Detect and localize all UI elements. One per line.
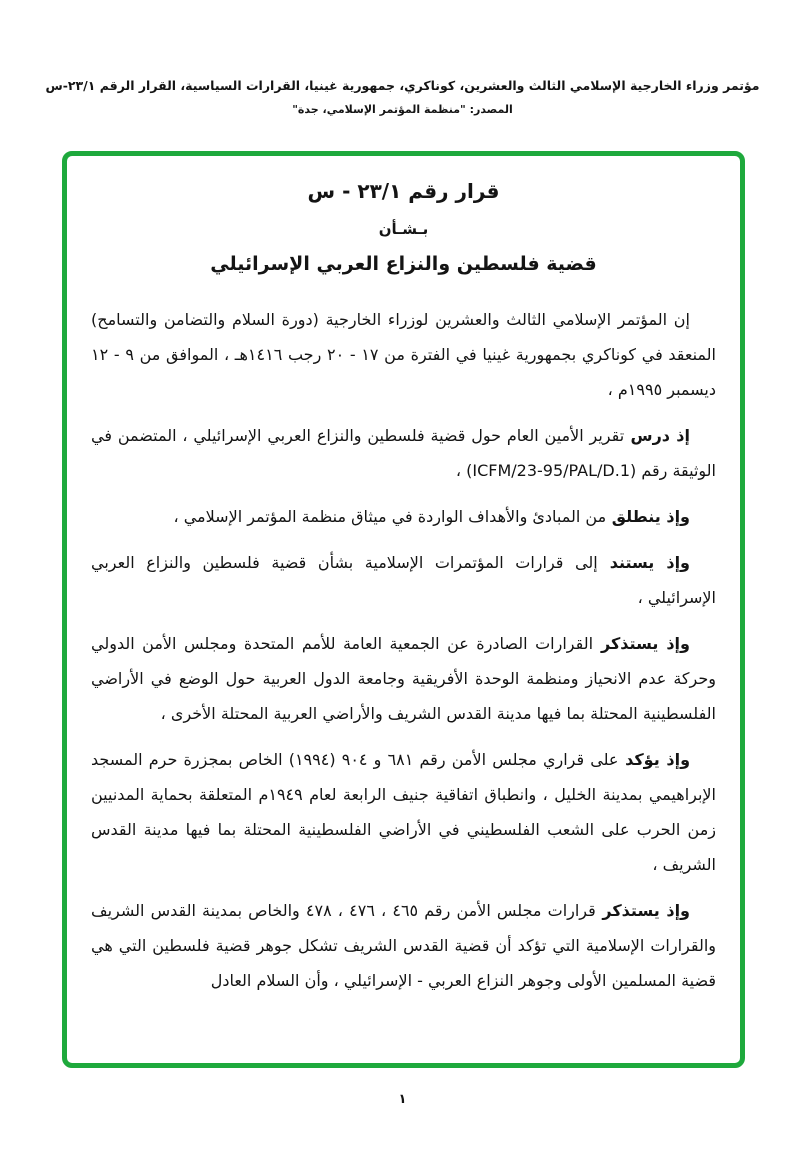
paragraph-lead: وإذ يؤكد <box>618 750 691 769</box>
paragraph-lead: وإذ يستند <box>597 553 690 572</box>
resolution-body <box>67 156 740 1019</box>
highlight-border-box <box>62 151 745 1068</box>
paragraph-lead: وإذ يستذكر <box>593 634 690 653</box>
resolution-paragraph: وإذ يؤكد على قراري مجلس الأمن رقم ٦٨١ و ٩٠٤ (١٩٩٤) الخاص بمجزرة حرم المسجد الإبراهيمي بمدينة الخليل ، وانطباق اتفاقية جنيف الرابعة لعام ١٩٤٩م المتعلقة بحماية المدنيين زمن الحرب على الشعب الفلسطيني في الأراضي الفلسطينية المحتلة بما فيها مدينة القدس الشريف ، <box>91 750 716 874</box>
paragraph-list <box>91 302 716 998</box>
resolution-title: قرار رقم ٢٣/١ - س <box>307 179 500 203</box>
resolution-paragraph: وإذ يستذكر قرارات مجلس الأمن رقم ٤٦٥ ، ٤٧٦ ، ٤٧٨ والخاص بمدينة القدس الشريف والقرارات الإسلامية التي تؤكد أن قضية القدس الشريف تشكل جوهر قضية فلسطين التي هي قضية المسلمين الأولى وجوهر النزاع العربي - الإسرائيلي ، وأن السلام العادل <box>91 901 716 990</box>
header-conference-line: مؤتمر وزراء الخارجية الإسلامي الثالث والعشرين، كوناكري، جمهورية غينيا، القرارات السياسية، القرار الرقم ٢٣/١-س <box>45 78 760 93</box>
document-header <box>40 78 765 116</box>
resolution-subject-label: بـشـأن <box>378 220 429 238</box>
resolution-paragraph: إذ درس تقرير الأمين العام حول قضية فلسطين والنزاع العربي الإسرائيلي ، المتضمن في الوثيقة رقم (ICFM/23-95/PAL/D.1) ، <box>91 426 716 480</box>
paragraph-lead: وإذ يستذكر <box>595 901 691 920</box>
resolution-paragraph: إن المؤتمر الإسلامي الثالث والعشرين لوزراء الخارجية (دورة السلام والتضامن والتسامح) المنعقد في كوناكري بجمهورية غينيا في الفترة من ١٧ - ٢٠ رجب ١٤١٦هـ ، الموافق من ٩ - ١٢ ديسمبر ١٩٩٥م ، <box>91 310 716 399</box>
paragraph-lead: إذ درس <box>624 426 690 445</box>
resolution-paragraph: وإذ ينطلق من المبادئ والأهداف الواردة في ميثاق منظمة المؤتمر الإسلامي ، <box>173 507 690 526</box>
resolution-paragraph: وإذ يستذكر القرارات الصادرة عن الجمعية العامة للأمم المتحدة ومجلس الأمن الدولي وحركة عدم الانحياز ومنظمة الوحدة الأفريقية وجامعة الدول العربية حول الوضع في الأراضي الفلسطينية المحتلة بما فيها مدينة القدس الشريف والأراضي العربية المحتلة الأخرى ، <box>91 634 716 723</box>
resolution-paragraph: وإذ يستند إلى قرارات المؤتمرات الإسلامية بشأن قضية فلسطين والنزاع العربي الإسرائيلي ، <box>91 553 716 607</box>
resolution-subject: قضية فلسطين والنزاع العربي الإسرائيلي <box>210 253 597 275</box>
page-number: ١ <box>398 1092 407 1107</box>
paragraph-lead: وإذ ينطلق <box>606 507 690 526</box>
header-source-line: المصدر: "منظمة المؤتمر الإسلامي، جدة" <box>292 103 513 116</box>
